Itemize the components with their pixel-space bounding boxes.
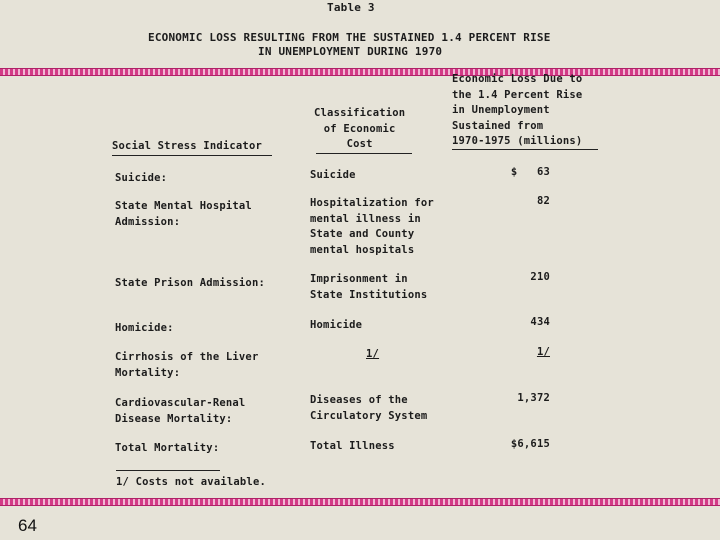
row-cirrhosis-classification: 1/ xyxy=(366,348,380,360)
header-economic-loss: Economic Loss Due to the 1.4 Percent Rise in Unemployment Sustained from 1970-1975 (millions) xyxy=(452,73,583,147)
table-title-line2: IN UNEMPLOYMENT DURING 1970 xyxy=(258,45,443,58)
row-suicide-classification: Suicide xyxy=(310,169,356,181)
header-indicator-rule xyxy=(112,155,272,156)
row-cardiovascular-indicator: Cardiovascular-Renal Disease Mortality: xyxy=(115,397,246,425)
bottom-decorative-border xyxy=(0,498,720,506)
row-homicide-classification: Homicide xyxy=(310,319,363,331)
table-title-line1: ECONOMIC LOSS RESULTING FROM THE SUSTAINED 1.4 PERCENT RISE xyxy=(148,31,551,44)
row-cirrhosis-loss: 1/ xyxy=(536,346,550,358)
row-cirrhosis-indicator: Cirrhosis of the Liver Mortality: xyxy=(115,351,259,379)
row-cardiovascular-loss: 1,372 xyxy=(517,392,550,404)
row-suicide-indicator: Suicide: xyxy=(115,172,168,184)
row-cardiovascular-classification: Diseases of the Circulatory System xyxy=(310,394,428,422)
row-homicide-loss: 434 xyxy=(530,316,550,328)
row-homicide-indicator: Homicide: xyxy=(115,322,174,334)
row-mental-hospital-indicator: State Mental Hospital Admission: xyxy=(115,200,252,228)
row-mental-hospital-loss: 82 xyxy=(536,195,550,207)
row-mental-hospital-classification: Hospitalization for mental illness in State and County mental hospitals xyxy=(310,197,434,256)
top-decorative-border xyxy=(0,68,720,76)
row-suicide-loss: $ 63 xyxy=(510,166,550,178)
row-total-mortality-loss: $6,615 xyxy=(510,438,550,450)
header-loss-rule xyxy=(452,149,598,150)
row-total-mortality-classification: Total Illness xyxy=(310,440,395,452)
header-social-stress-indicator: Social Stress Indicator xyxy=(112,140,262,152)
row-prison-indicator: State Prison Admission: xyxy=(115,277,265,289)
slide-number: 64 xyxy=(18,516,37,535)
footnote: 1/ Costs not available. xyxy=(116,476,266,488)
row-prison-classification: Imprisonment in State Institutions xyxy=(310,273,428,301)
row-total-mortality-indicator: Total Mortality: xyxy=(115,442,220,454)
table-number: Table 3 xyxy=(327,1,375,14)
footnote-rule xyxy=(116,470,220,471)
header-classification-rule xyxy=(316,153,412,154)
header-classification: Classification of Economic Cost xyxy=(314,107,406,150)
row-prison-loss: 210 xyxy=(530,271,550,283)
